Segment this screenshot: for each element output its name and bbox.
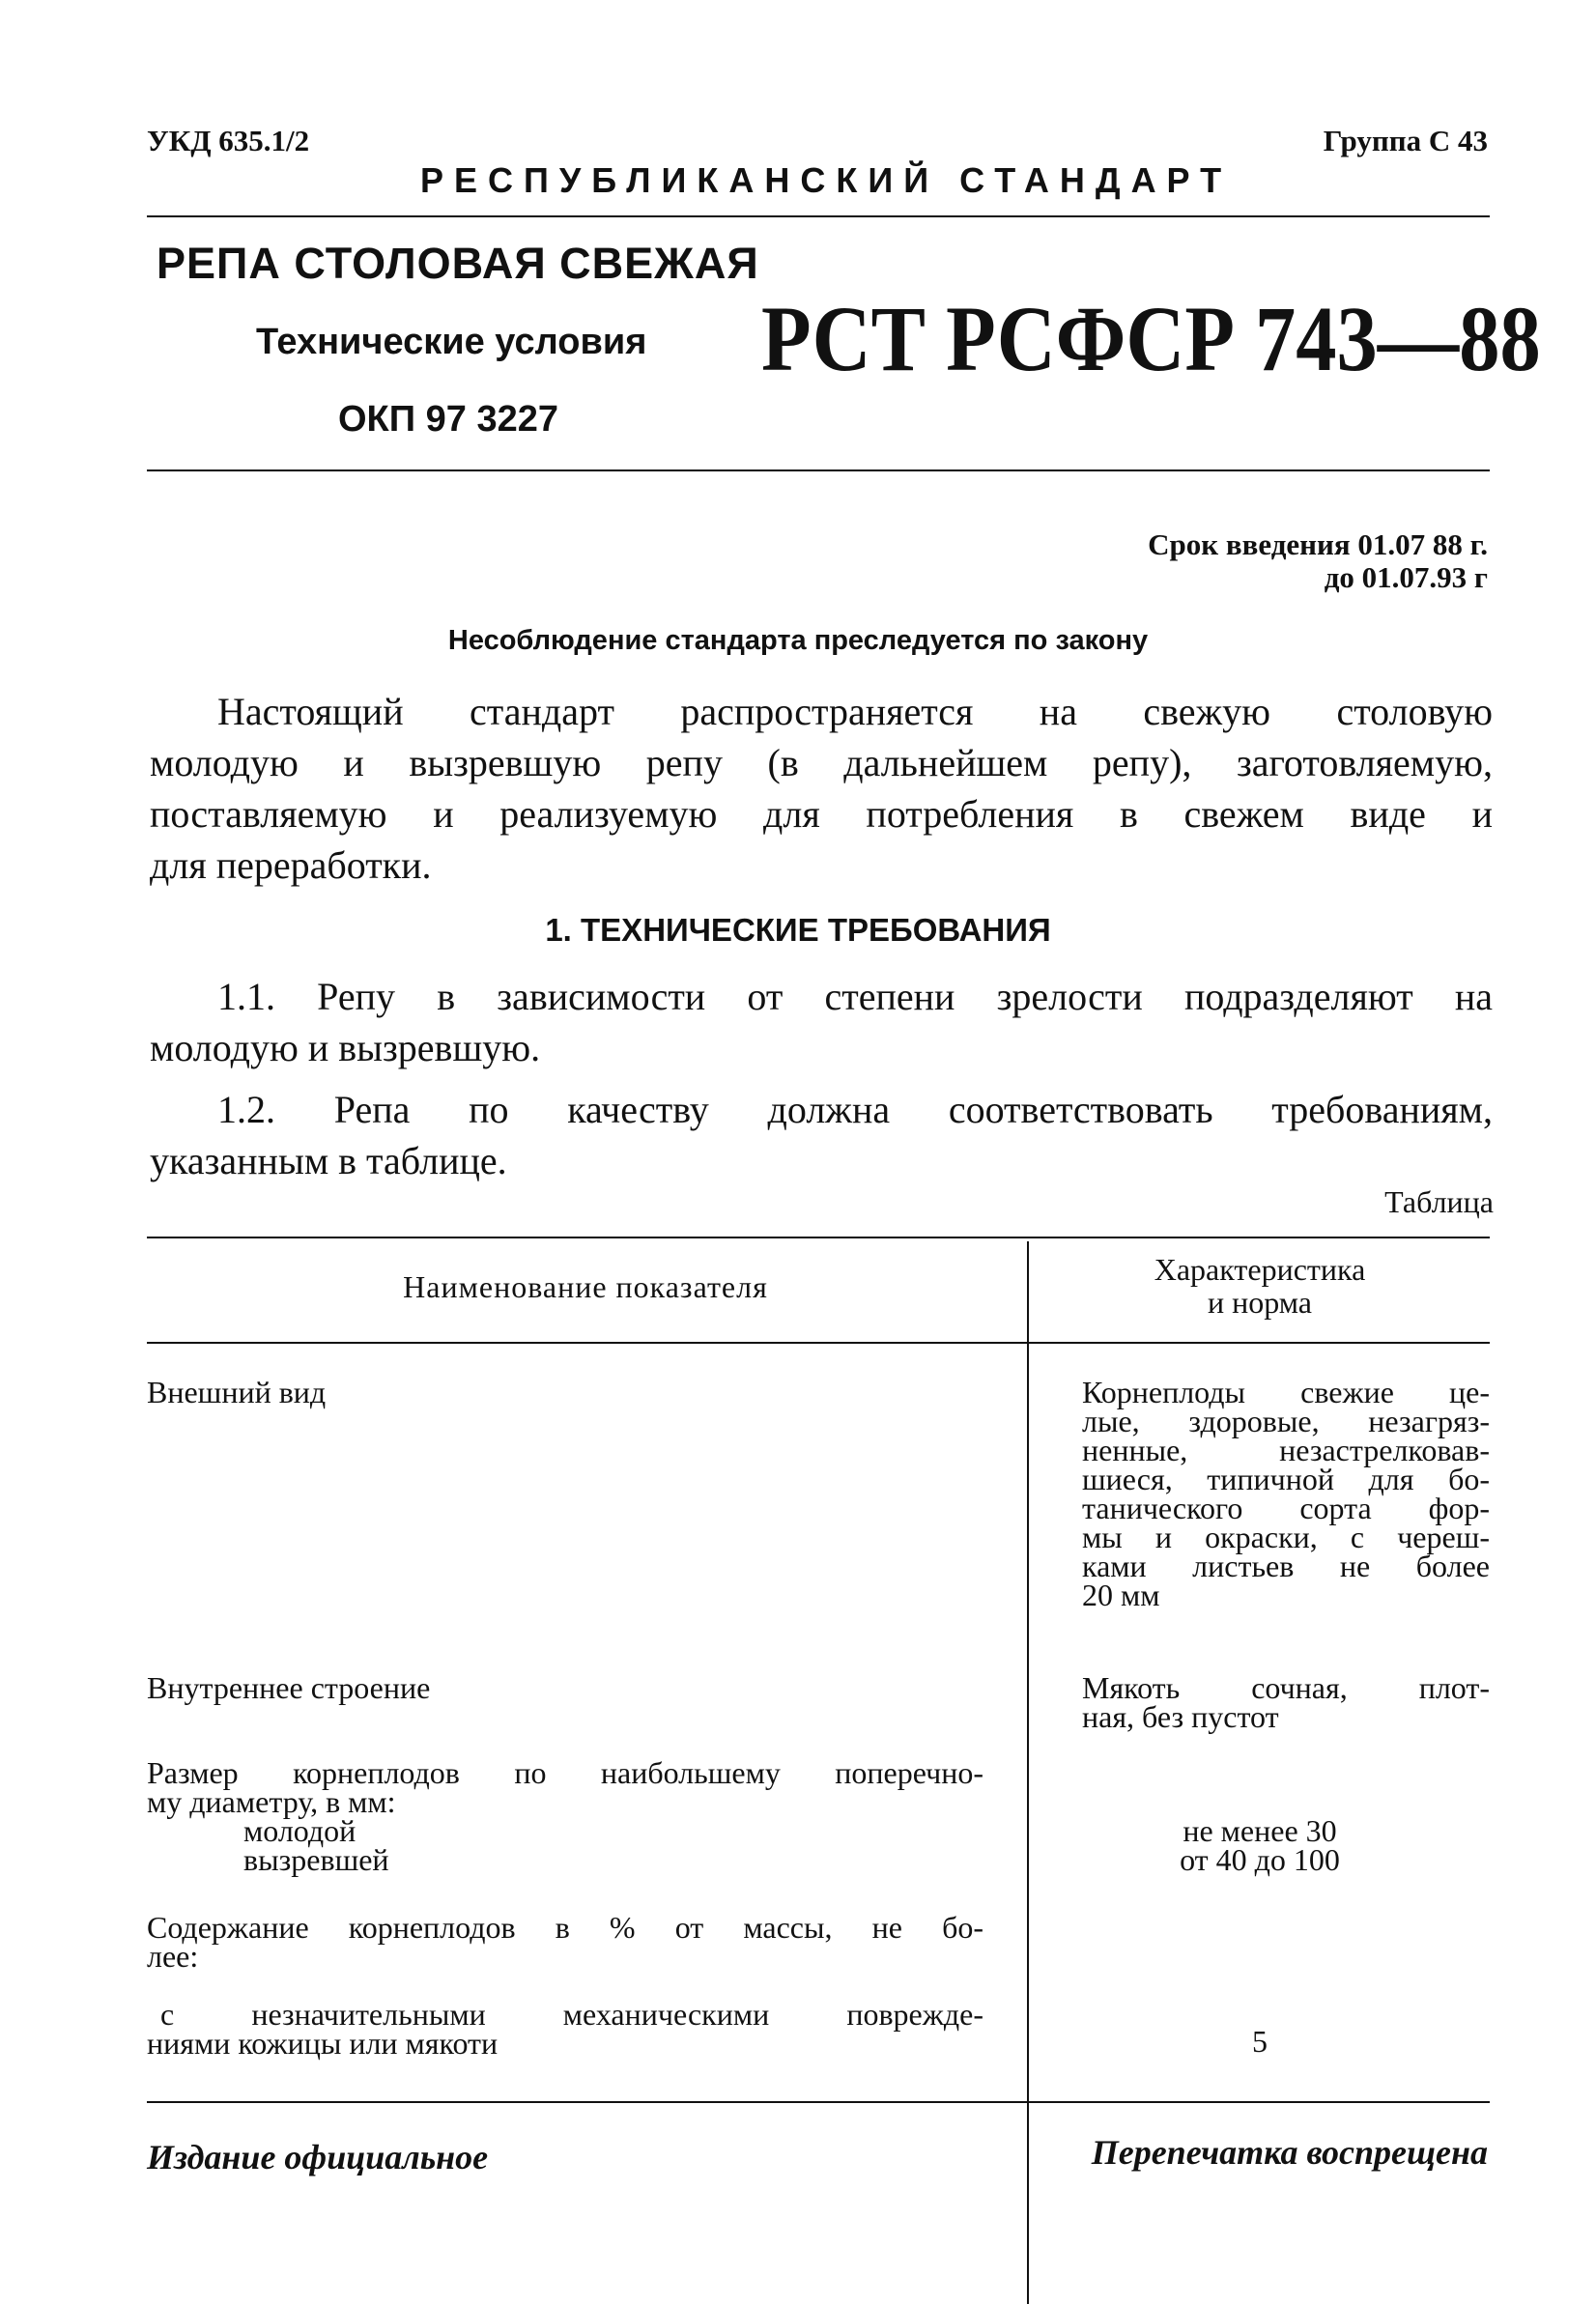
table-column-divider — [1027, 1241, 1029, 2304]
value-line: 5 — [1252, 2024, 1268, 2059]
value-line: танического сорта фор- — [1082, 1491, 1490, 1525]
paragraph-line: 1.1. Репу в зависимости от степени зрелости подразделяют на — [217, 975, 1493, 1018]
table-header-name: Наименование показателя — [403, 1269, 768, 1304]
udk-code: УКД 635.1/2 — [147, 124, 310, 157]
table-header-rule — [147, 1342, 1490, 1344]
table-row-size — [147, 1755, 983, 1877]
table-header-value — [1030, 1253, 1490, 1319]
table-row-mechanical-damage — [147, 1997, 983, 2061]
table-row-internal-structure — [147, 1670, 431, 1705]
footer-official-edition: Издание официальное — [147, 2138, 489, 2176]
table-top-rule — [147, 1237, 1490, 1238]
paragraph-line: указанным в таблице. — [150, 1139, 507, 1182]
value-line: от 40 до 100 — [1180, 1842, 1340, 1877]
value-line: 20 мм — [1082, 1578, 1160, 1612]
table-header-value-line: и норма — [1208, 1285, 1312, 1320]
validity-end: до 01.07.93 г — [1324, 560, 1488, 594]
table-value-appearance — [1082, 1375, 1490, 1612]
row-name: му диаметру, в мм: — [147, 1784, 396, 1819]
footer-reprint-prohibited: Перепечатка воспрещена — [1091, 2133, 1488, 2172]
row-name: с незначительными механическими поврежде- — [160, 1997, 983, 2032]
table-row-content — [147, 1910, 983, 1974]
row-subitem: вызревшей — [243, 1842, 389, 1877]
section-heading: 1. ТЕХНИЧЕСКИЕ ТРЕБОВАНИЯ — [545, 912, 1051, 948]
value-line: ная, без пустот — [1082, 1699, 1279, 1734]
paragraph-line: 1.2. Репа по качеству должна соответствовать требованиям, — [217, 1088, 1493, 1131]
intro-line: поставляемую и реализуемую для потребления в свежем виде и — [150, 792, 1493, 836]
value-line: не менее 30 — [1183, 1813, 1337, 1848]
table-value-size — [1030, 1813, 1490, 1877]
table-label: Таблица — [1384, 1184, 1494, 1219]
row-name: Внутреннее строение — [147, 1670, 431, 1705]
table-header-value-line: Характеристика — [1154, 1252, 1366, 1287]
table-row-appearance — [147, 1375, 327, 1409]
standard-number: РСТ РСФСР 743—88 — [761, 287, 1541, 390]
intro-line: для переработки. — [150, 843, 432, 887]
row-name: Внешний вид — [147, 1375, 327, 1409]
value-line: Мякоть сочная, плот- — [1082, 1670, 1490, 1705]
legal-warning: Несоблюдение стандарта преследуется по закону — [447, 625, 1149, 656]
okp-code: ОКП 97 3227 — [338, 399, 558, 440]
table-value-internal-structure — [1082, 1670, 1490, 1734]
product-title: РЕПА СТОЛОВАЯ СВЕЖАЯ — [157, 239, 759, 288]
value-line: мы и окраски, с череш- — [1082, 1520, 1490, 1554]
validity-start: Срок введения 01.07 88 г. — [1148, 527, 1488, 561]
row-name: Содержание корнеплодов в % от массы, не бо- — [147, 1910, 983, 1945]
table-bottom-rule — [147, 2101, 1490, 2103]
paragraph-1-2 — [150, 1084, 1493, 1186]
table-value-mechanical-damage — [1030, 2024, 1490, 2059]
row-subitem: молодой — [243, 1813, 356, 1848]
row-name: лее: — [147, 1939, 199, 1974]
value-line: ками листьев не более — [1082, 1549, 1490, 1583]
value-line: шиеся, типичной для бо- — [1082, 1462, 1490, 1496]
row-name: ниями кожицы или мякоти — [147, 2026, 499, 2061]
row-name: Размер корнеплодов по наибольшему поперечно- — [147, 1755, 983, 1790]
title-divider — [147, 469, 1490, 471]
paragraph-1-1 — [150, 971, 1493, 1073]
group-code: Группа С 43 — [1323, 124, 1488, 157]
standard-category: РЕСПУБЛИКАНСКИЙ СТАНДАРТ — [420, 160, 1233, 200]
header-divider — [147, 215, 1490, 217]
value-line: Корнеплоды свежие це- — [1082, 1375, 1490, 1409]
intro-line: молодую и вызревшую репу (в дальнейшем репу), заготовляемую, — [150, 741, 1493, 784]
intro-paragraph — [150, 686, 1493, 891]
paragraph-line: молодую и вызревшую. — [150, 1026, 541, 1069]
document-subtitle: Технические условия — [256, 322, 647, 362]
value-line: ненные, незастрелковав- — [1082, 1433, 1490, 1467]
intro-line: Настоящий стандарт распространяется на свежую столовую — [217, 690, 1493, 733]
value-line: лые, здоровые, незагряз- — [1082, 1404, 1490, 1438]
